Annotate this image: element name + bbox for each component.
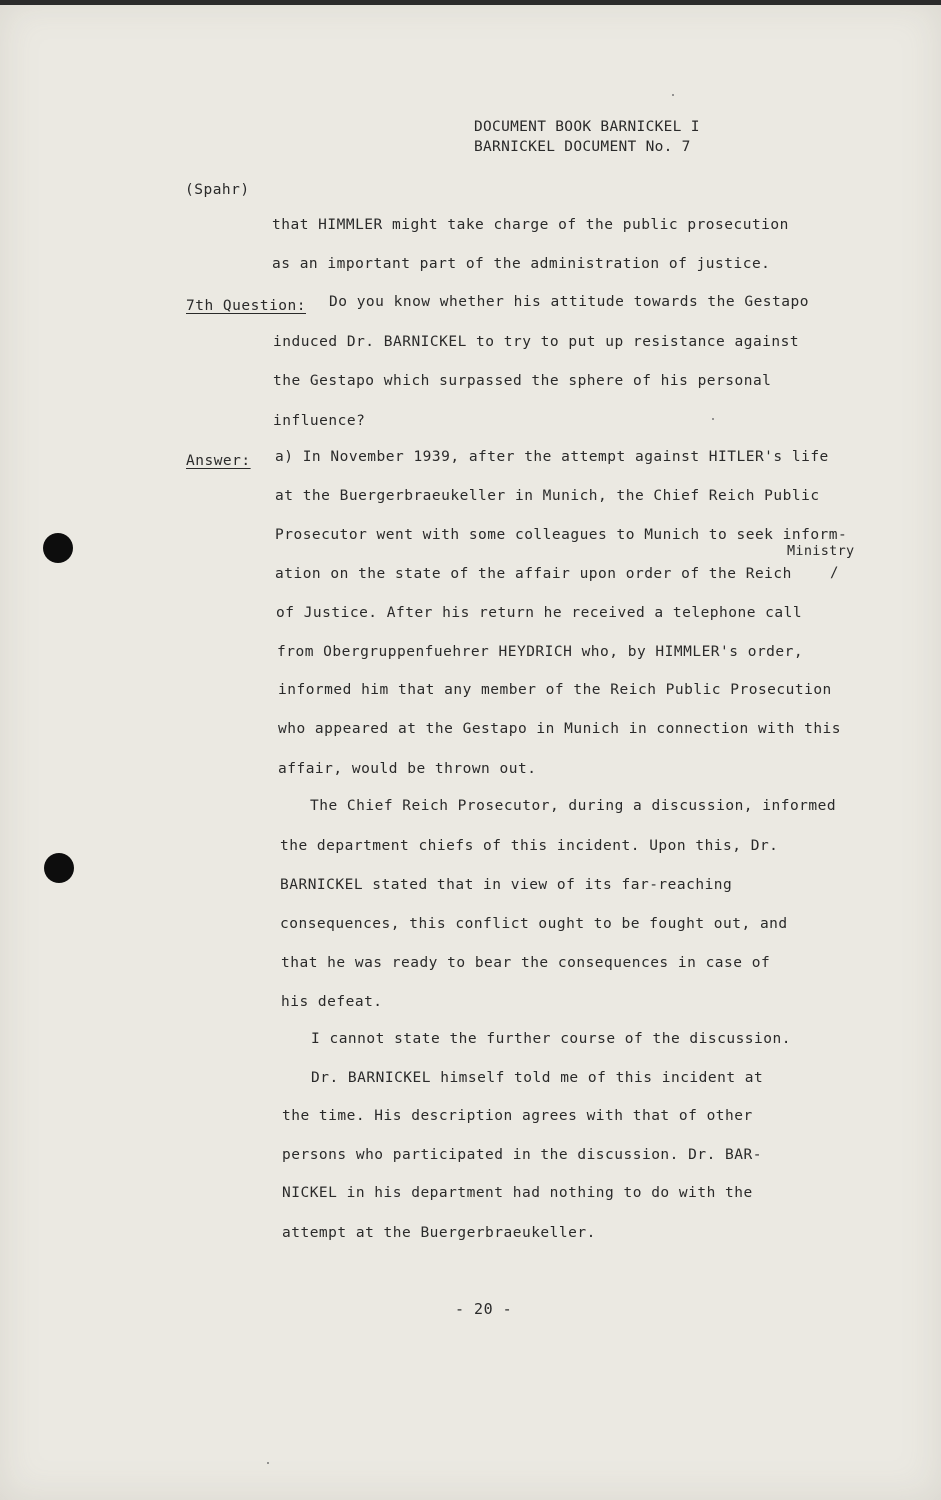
answer-text-line: affair, would be thrown out. xyxy=(278,761,537,777)
question-text-line: influence? xyxy=(273,413,366,429)
scan-speck xyxy=(712,418,714,420)
answer-text-line: informed him that any member of the Reich Public Prosecution xyxy=(278,682,832,698)
answer-text-line: NICKEL in his department had nothing to do with the xyxy=(282,1185,753,1201)
answer-text-line: the department chiefs of this incident. Upon this, Dr. xyxy=(280,838,779,854)
answer-text-line: Prosecutor went with some colleagues to Munich to seek inform- xyxy=(275,527,848,543)
question-text-line: the Gestapo which surpassed the sphere of his personal xyxy=(273,373,772,389)
answer-label: Answer: xyxy=(186,453,251,469)
answer-text-line: a) In November 1939, after the attempt against HITLER's life xyxy=(275,449,829,465)
answer-text-line: of Justice. After his return he received a telephone call xyxy=(276,605,803,621)
question-text-line: Do you know whether his attitude towards the Gestapo xyxy=(329,294,809,310)
answer-text-line: his defeat. xyxy=(281,994,383,1010)
text-line: as an important part of the administration of justice. xyxy=(272,256,771,272)
handwritten-insertion: Ministry xyxy=(787,543,855,559)
scan-top-edge xyxy=(0,0,941,5)
punch-hole-lower xyxy=(44,853,74,883)
answer-text-line: attempt at the Buergerbraeukeller. xyxy=(282,1225,596,1241)
answer-text-line: I cannot state the further course of the discussion. xyxy=(311,1031,791,1047)
scan-speck xyxy=(267,1462,269,1464)
scan-speck xyxy=(672,94,674,96)
answer-text-line: ation on the state of the affair upon order of the Reich xyxy=(275,566,792,582)
answer-text-line: The Chief Reich Prosecutor, during a discussion, informed xyxy=(310,798,837,814)
answer-text-line: at the Buergerbraeukeller in Munich, the Chief Reich Public xyxy=(275,488,820,504)
insertion-mark: / xyxy=(830,565,839,581)
answer-text-line: Dr. BARNICKEL himself told me of this incident at xyxy=(311,1070,764,1086)
text-line: that HIMMLER might take charge of the public prosecution xyxy=(272,217,789,233)
punch-hole-upper xyxy=(43,533,73,563)
page-number: - 20 - xyxy=(455,1300,513,1318)
answer-text-line: persons who participated in the discussion. Dr. BAR- xyxy=(282,1147,762,1163)
answer-text-line: who appeared at the Gestapo in Munich in connection with this xyxy=(278,721,842,737)
question-label: 7th Question: xyxy=(186,298,306,314)
answer-text-line: the time. His description agrees with that of other xyxy=(282,1108,753,1124)
answer-text-line: from Obergruppenfuehrer HEYDRICH who, by HIMMLER's order, xyxy=(277,644,804,660)
header-book-title: DOCUMENT BOOK BARNICKEL I xyxy=(474,119,700,135)
answer-text-line: BARNICKEL stated that in view of its far-reaching xyxy=(280,877,733,893)
header-document-number: BARNICKEL DOCUMENT No. 7 xyxy=(474,139,691,155)
question-text-line: induced Dr. BARNICKEL to try to put up resistance against xyxy=(273,334,800,350)
speaker-label: (Spahr) xyxy=(185,182,250,198)
answer-text-line: consequences, this conflict ought to be fought out, and xyxy=(280,916,788,932)
document-header xyxy=(474,117,700,157)
answer-text-line: that he was ready to bear the consequences in case of xyxy=(281,955,771,971)
